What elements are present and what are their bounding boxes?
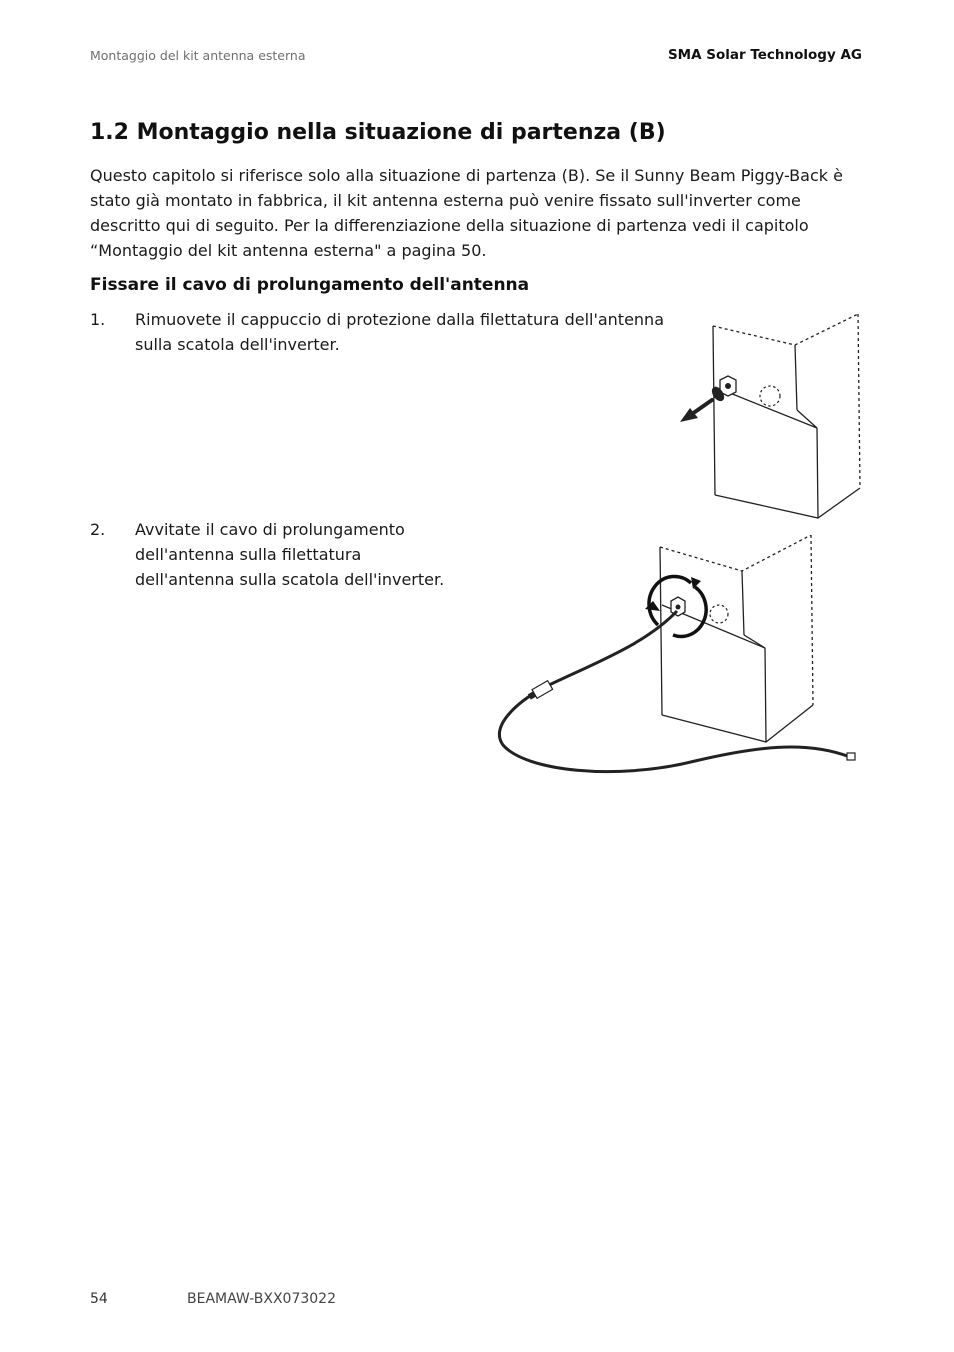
step-1-number: 1. <box>90 310 106 329</box>
step-1-text: Rimuovete il cappuccio di protezione dalla filettatura dell'antenna sulla scatola dell'inverter. <box>135 310 664 354</box>
arrow-icon <box>680 400 712 422</box>
intro-paragraph: Questo capitolo si riferisce solo alla situazione di partenza (B). Se il Sunny Beam Piggy-Back è stato già montato in fabbrica, il kit antenna esterna può venire fissato sull'inverter come descritto qui di seguito. Per la differenziazione della situazione di partenza vedi il capitolo “Montaggio del kit antenna esterna" a pagina 50. <box>90 166 843 260</box>
cable-connector-icon <box>527 681 553 702</box>
subheading: Fissare il cavo di prolungamento dell'antenna <box>90 275 530 295</box>
knockout-icon <box>710 605 728 623</box>
knockout-icon <box>760 386 780 406</box>
section-title: 1.2 Montaggio nella situazione di partenza (B) <box>90 120 666 145</box>
running-header-right: SMA Solar Technology AG <box>667 47 862 63</box>
step-2-text: Avvitate il cavo di prolungamento dell'antenna sulla filettatura dell'antenna sulla scatola dell'inverter. <box>135 520 445 589</box>
page-number: 54 <box>90 1291 108 1307</box>
document-code: BEAMAW-BXX073022 <box>187 1291 336 1307</box>
illustration-remove-cap <box>668 310 868 522</box>
running-header-left: Montaggio del kit antenna esterna <box>90 48 306 63</box>
step-2-number: 2. <box>90 520 106 539</box>
cable-end-icon <box>847 753 855 760</box>
illustration-screw-cable <box>495 535 865 777</box>
